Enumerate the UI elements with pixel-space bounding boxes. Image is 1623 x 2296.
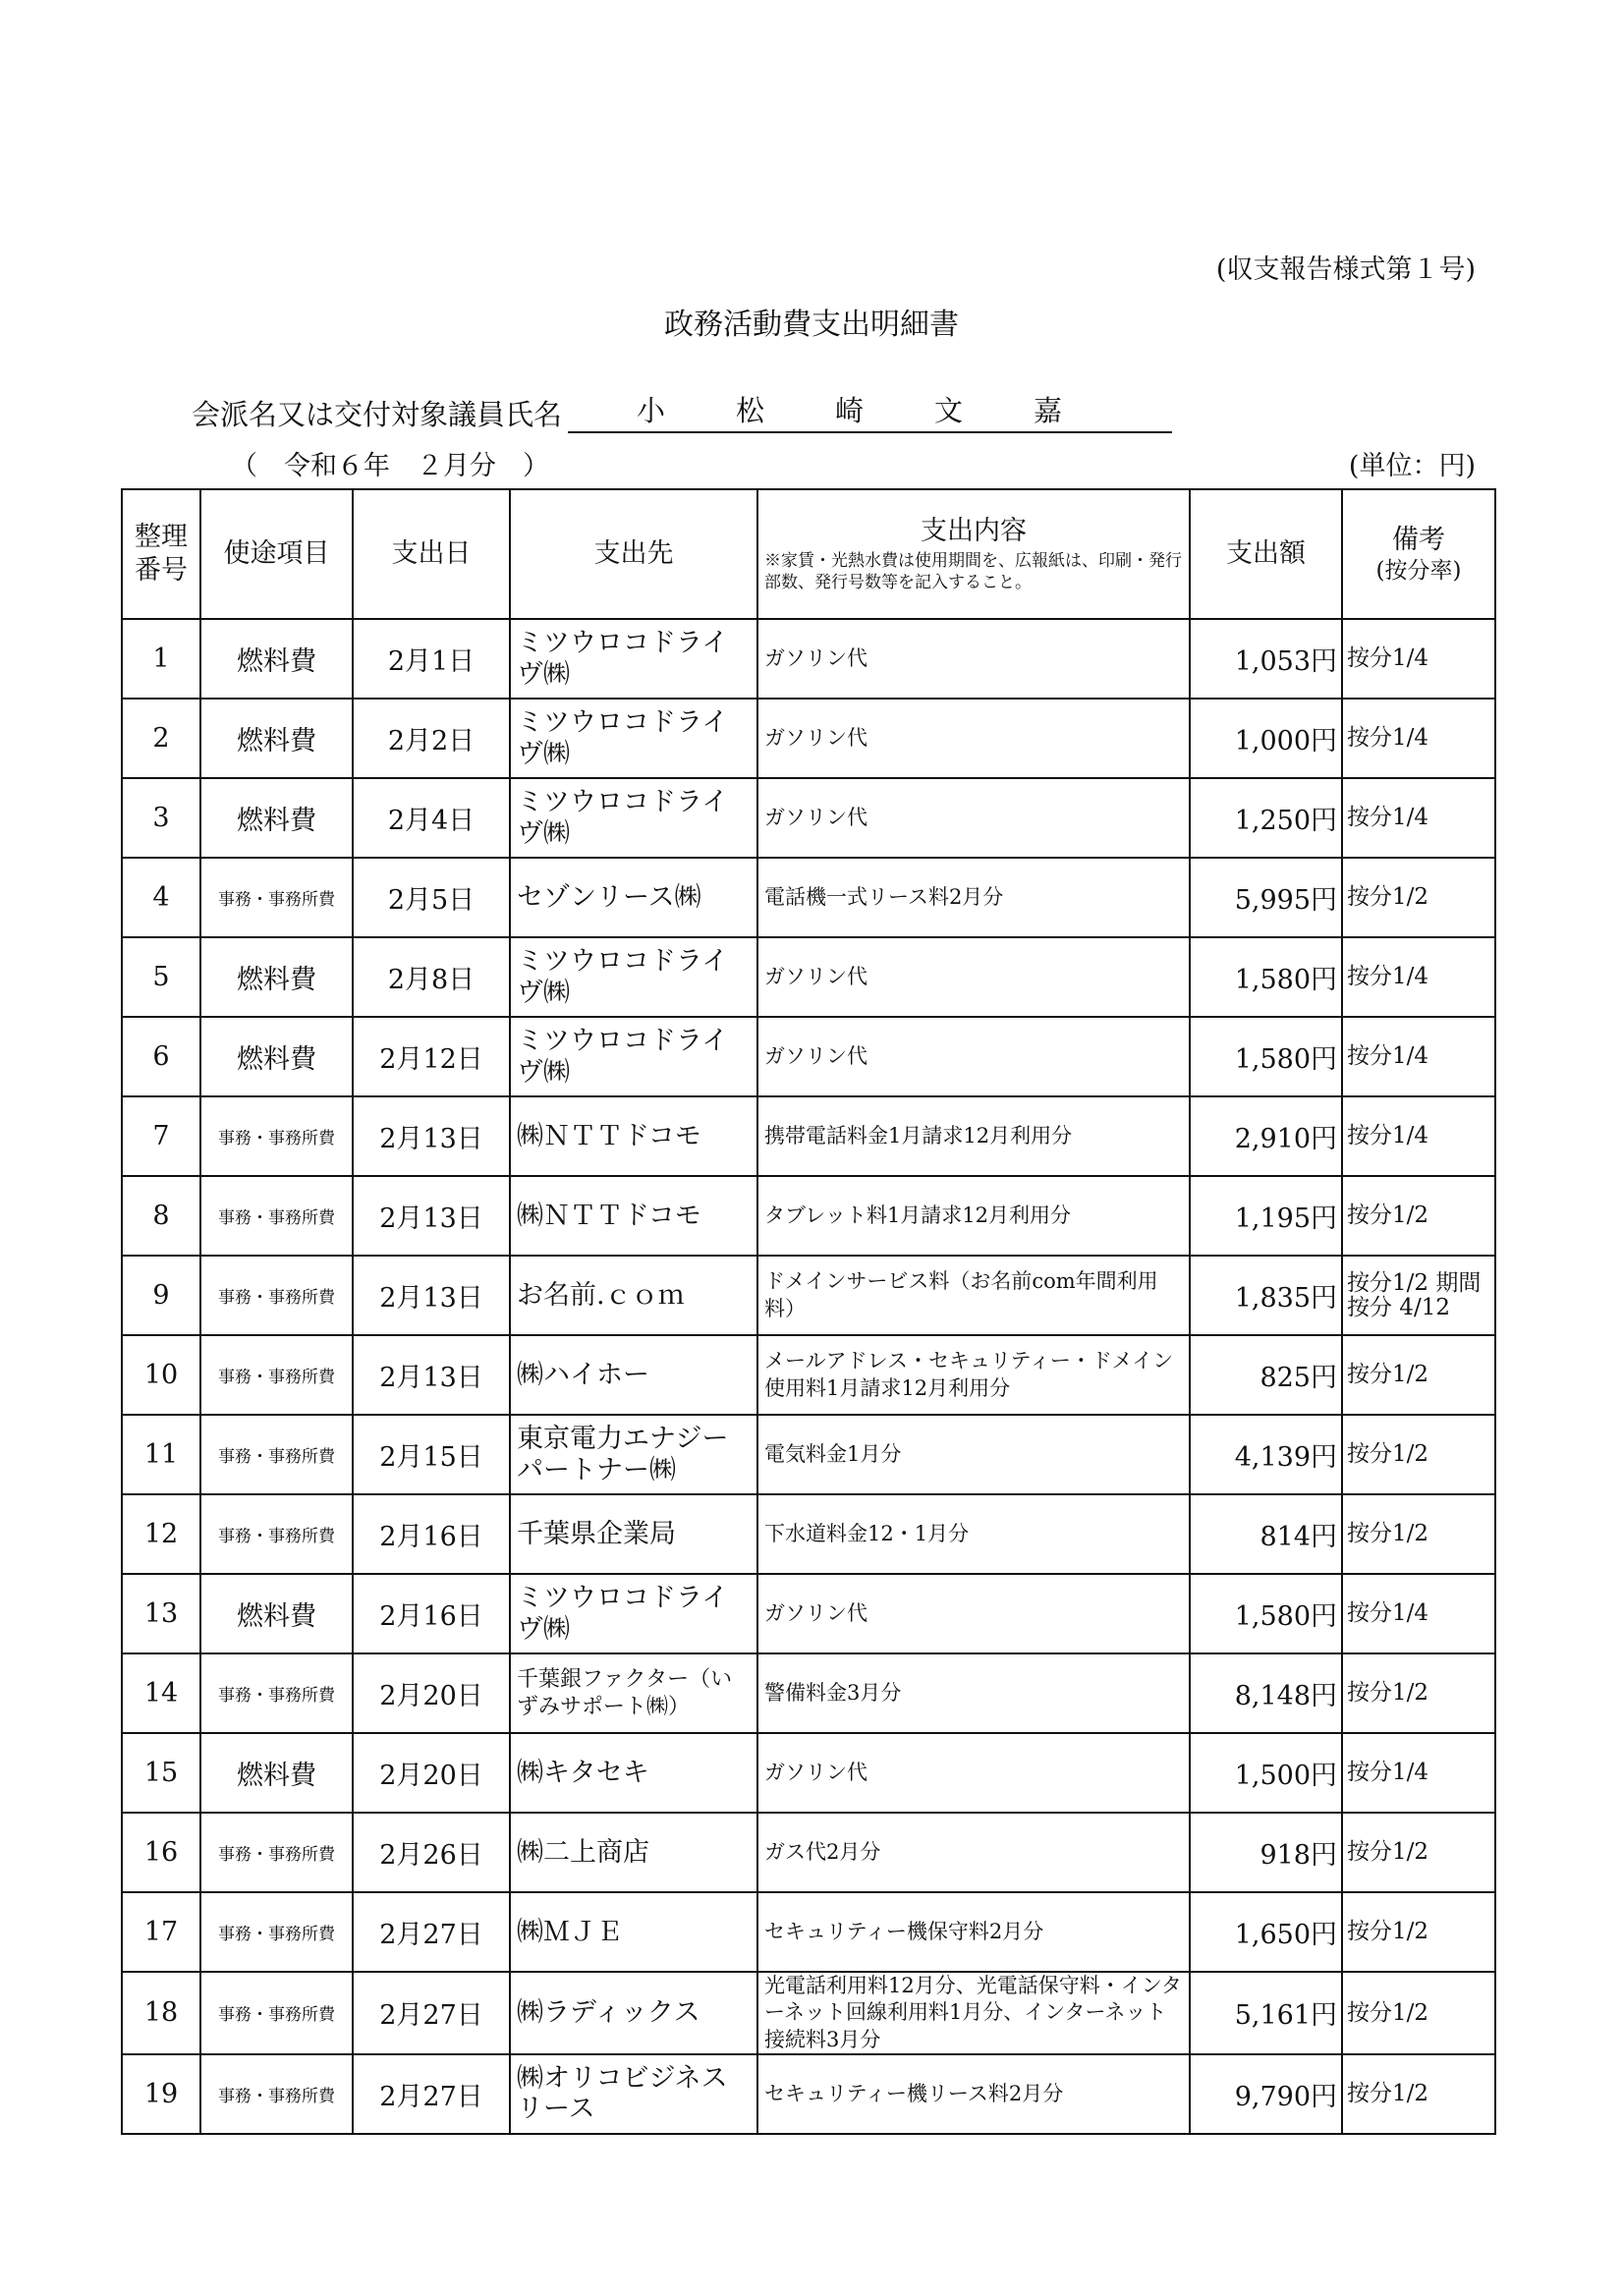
row-amount: 1,580円: [1190, 1574, 1342, 1653]
row-number: 11: [122, 1415, 200, 1494]
row-item: 事務・事務所費: [200, 858, 353, 937]
row-date: 2月26日: [353, 1813, 510, 1892]
row-remarks: 按分1/2: [1342, 2054, 1495, 2134]
row-description: 電気料金1月分: [757, 1415, 1190, 1494]
table-row: [122, 619, 1495, 699]
row-date: 2月20日: [353, 1653, 510, 1733]
row-item: 燃料費: [200, 1574, 353, 1653]
row-description: ガソリン代: [757, 1733, 1190, 1813]
row-date: 2月15日: [353, 1415, 510, 1494]
row-number: 17: [122, 1892, 200, 1972]
row-item: 事務・事務所費: [200, 1653, 353, 1733]
row-payee: ミツウロコドライヴ㈱: [510, 619, 757, 699]
reporting-period: （ 令和６年 ２月分 ）: [231, 451, 549, 481]
row-item: 事務・事務所費: [200, 1813, 353, 1892]
row-number: 5: [122, 937, 200, 1017]
header-row: [122, 489, 1495, 619]
header-remarks-title: 備考: [1392, 524, 1445, 555]
row-description: セキュリティー機保守料2月分: [757, 1892, 1190, 1972]
table-row: [122, 1574, 1495, 1653]
table-row: [122, 1892, 1495, 1972]
row-amount: 1,650円: [1190, 1892, 1342, 1972]
row-remarks: 按分1/4: [1342, 937, 1495, 1017]
table-row: [122, 937, 1495, 1017]
row-date: 2月13日: [353, 1335, 510, 1415]
row-item: 燃料費: [200, 778, 353, 858]
header-item: 使途項目: [200, 489, 353, 619]
row-payee: ㈱ＭＪＥ: [510, 1892, 757, 1972]
row-payee: ㈱ＮＴＴドコモ: [510, 1176, 757, 1256]
row-payee: ㈱ＮＴＴドコモ: [510, 1096, 757, 1176]
row-remarks: 按分1/2: [1342, 1813, 1495, 1892]
unit-label: (単位：円): [1348, 451, 1476, 481]
row-date: 2月4日: [353, 778, 510, 858]
row-remarks: 按分1/2: [1342, 1972, 1495, 2054]
table-row: [122, 1972, 1495, 2054]
row-item: 事務・事務所費: [200, 1176, 353, 1256]
row-description: ドメインサービス料（お名前com年間利用料）: [757, 1256, 1190, 1335]
row-description: ガソリン代: [757, 1017, 1190, 1096]
row-date: 2月16日: [353, 1494, 510, 1574]
row-date: 2月13日: [353, 1176, 510, 1256]
header-desc-title: 支出内容: [921, 516, 1027, 547]
table-row: [122, 858, 1495, 937]
row-number: 10: [122, 1335, 200, 1415]
row-date: 2月13日: [353, 1256, 510, 1335]
row-payee: 千葉県企業局: [510, 1494, 757, 1574]
table-row: [122, 1096, 1495, 1176]
row-amount: 1,053円: [1190, 619, 1342, 699]
table-row: [122, 1733, 1495, 1813]
row-amount: 1,500円: [1190, 1733, 1342, 1813]
row-number: 2: [122, 699, 200, 778]
row-payee: 東京電力エナジーパートナー㈱: [510, 1415, 757, 1494]
row-item: 事務・事務所費: [200, 1892, 353, 1972]
row-number: 8: [122, 1176, 200, 1256]
row-number: 7: [122, 1096, 200, 1176]
row-payee: ミツウロコドライヴ㈱: [510, 1574, 757, 1653]
row-number: 13: [122, 1574, 200, 1653]
row-number: 3: [122, 778, 200, 858]
row-item: 事務・事務所費: [200, 1256, 353, 1335]
row-payee: ㈱ハイホー: [510, 1335, 757, 1415]
row-remarks: 按分1/2: [1342, 1176, 1495, 1256]
row-date: 2月27日: [353, 1972, 510, 2054]
row-amount: 1,580円: [1190, 937, 1342, 1017]
row-amount: 1,195円: [1190, 1176, 1342, 1256]
row-number: 12: [122, 1494, 200, 1574]
document-title: 政務活動費支出明細書: [664, 308, 959, 342]
row-item: 事務・事務所費: [200, 1096, 353, 1176]
row-amount: 918円: [1190, 1813, 1342, 1892]
row-description: セキュリティー機リース料2月分: [757, 2054, 1190, 2134]
table-body: [122, 619, 1495, 2134]
row-description: 携帯電話料金1月請求12月利用分: [757, 1096, 1190, 1176]
row-description: 光電話利用料12月分、光電話保守料・インターネット回線利用料1月分、インターネット接続料3月分: [757, 1972, 1190, 2054]
row-description: ガソリン代: [757, 1574, 1190, 1653]
row-item: 燃料費: [200, 1733, 353, 1813]
row-remarks: 按分1/4: [1342, 778, 1495, 858]
row-amount: 2,910円: [1190, 1096, 1342, 1176]
table-row: [122, 1813, 1495, 1892]
header-no: 整理番号: [122, 489, 200, 619]
row-amount: 1,000円: [1190, 699, 1342, 778]
row-remarks: 按分1/2 期間按分 4/12: [1342, 1256, 1495, 1335]
row-payee: ミツウロコドライヴ㈱: [510, 937, 757, 1017]
member-label: 会派名又は交付対象議員氏名: [192, 398, 563, 431]
row-amount: 814円: [1190, 1494, 1342, 1574]
table-row: [122, 778, 1495, 858]
row-description: 警備料金3月分: [757, 1653, 1190, 1733]
row-number: 18: [122, 1972, 200, 2054]
row-remarks: 按分1/4: [1342, 1574, 1495, 1653]
row-date: 2月5日: [353, 858, 510, 937]
row-item: 事務・事務所費: [200, 1335, 353, 1415]
row-remarks: 按分1/4: [1342, 699, 1495, 778]
header-date: 支出日: [353, 489, 510, 619]
header-payee: 支出先: [510, 489, 757, 619]
row-date: 2月13日: [353, 1096, 510, 1176]
table-row: [122, 1256, 1495, 1335]
row-remarks: 按分1/2: [1342, 1335, 1495, 1415]
row-item: 事務・事務所費: [200, 1415, 353, 1494]
row-description: ガソリン代: [757, 699, 1190, 778]
row-number: 16: [122, 1813, 200, 1892]
row-remarks: 按分1/2: [1342, 1653, 1495, 1733]
row-amount: 1,580円: [1190, 1017, 1342, 1096]
row-item: 事務・事務所費: [200, 1972, 353, 2054]
row-payee: お名前.ｃｏｍ: [510, 1256, 757, 1335]
table-row: [122, 1176, 1495, 1256]
row-payee: ミツウロコドライヴ㈱: [510, 699, 757, 778]
row-amount: 825円: [1190, 1335, 1342, 1415]
row-date: 2月2日: [353, 699, 510, 778]
table-row: [122, 1494, 1495, 1574]
row-description: タブレット料1月請求12月利用分: [757, 1176, 1190, 1256]
table-row: [122, 1335, 1495, 1415]
row-payee: ㈱オリコビジネスリース: [510, 2054, 757, 2134]
row-number: 9: [122, 1256, 200, 1335]
row-description: 電話機一式リース料2月分: [757, 858, 1190, 937]
row-number: 19: [122, 2054, 200, 2134]
row-amount: 1,835円: [1190, 1256, 1342, 1335]
expense-table: [121, 488, 1496, 2135]
row-payee: ㈱キタセキ: [510, 1733, 757, 1813]
row-payee: ㈱ラディックス: [510, 1972, 757, 2054]
row-remarks: 按分1/4: [1342, 1096, 1495, 1176]
member-name: 小松崎文嘉: [568, 389, 1172, 433]
row-payee: ミツウロコドライヴ㈱: [510, 778, 757, 858]
row-amount: 8,148円: [1190, 1653, 1342, 1733]
header-remarks-sub: (按分率): [1375, 557, 1462, 584]
table-row: [122, 1017, 1495, 1096]
row-number: 1: [122, 619, 200, 699]
row-item: 燃料費: [200, 699, 353, 778]
row-remarks: 按分1/4: [1342, 1017, 1495, 1096]
row-remarks: 按分1/2: [1342, 1415, 1495, 1494]
row-description: 下水道料金12・1月分: [757, 1494, 1190, 1574]
table-row: [122, 699, 1495, 778]
row-number: 6: [122, 1017, 200, 1096]
row-date: 2月12日: [353, 1017, 510, 1096]
row-item: 燃料費: [200, 619, 353, 699]
row-number: 14: [122, 1653, 200, 1733]
row-description: ガス代2月分: [757, 1813, 1190, 1892]
row-item: 事務・事務所費: [200, 1494, 353, 1574]
row-description: ガソリン代: [757, 619, 1190, 699]
row-date: 2月1日: [353, 619, 510, 699]
table-row: [122, 1415, 1495, 1494]
table-row: [122, 1653, 1495, 1733]
header-desc-note: ※家賃・光熱水費は使用期間を、広報紙は、印刷・発行部数、発行号数等を記入すること。: [764, 550, 1182, 592]
row-amount: 4,139円: [1190, 1415, 1342, 1494]
header-remarks: [1342, 489, 1495, 619]
row-remarks: 按分1/4: [1342, 619, 1495, 699]
row-description: メールアドレス・セキュリティー・ドメイン使用料1月請求12月利用分: [757, 1335, 1190, 1415]
row-payee: 千葉銀ファクター（いずみサポート㈱）: [510, 1653, 757, 1733]
row-number: 15: [122, 1733, 200, 1813]
row-date: 2月27日: [353, 2054, 510, 2134]
row-amount: 5,995円: [1190, 858, 1342, 937]
row-item: 燃料費: [200, 937, 353, 1017]
row-description: ガソリン代: [757, 937, 1190, 1017]
row-payee: ミツウロコドライヴ㈱: [510, 1017, 757, 1096]
row-amount: 1,250円: [1190, 778, 1342, 858]
row-description: ガソリン代: [757, 778, 1190, 858]
row-remarks: 按分1/2: [1342, 858, 1495, 937]
member-line: [192, 389, 1172, 433]
row-date: 2月20日: [353, 1733, 510, 1813]
row-remarks: 按分1/4: [1342, 1733, 1495, 1813]
header-amount: 支出額: [1190, 489, 1342, 619]
row-date: 2月16日: [353, 1574, 510, 1653]
row-payee: セゾンリース㈱: [510, 858, 757, 937]
row-item: 事務・事務所費: [200, 2054, 353, 2134]
row-amount: 5,161円: [1190, 1972, 1342, 2054]
header-desc: [757, 489, 1190, 619]
form-number: (収支報告様式第１号): [1215, 254, 1476, 285]
row-amount: 9,790円: [1190, 2054, 1342, 2134]
row-date: 2月8日: [353, 937, 510, 1017]
row-number: 4: [122, 858, 200, 937]
table-row: [122, 2054, 1495, 2134]
row-date: 2月27日: [353, 1892, 510, 1972]
row-payee: ㈱二上商店: [510, 1813, 757, 1892]
row-remarks: 按分1/2: [1342, 1892, 1495, 1972]
row-remarks: 按分1/2: [1342, 1494, 1495, 1574]
row-item: 燃料費: [200, 1017, 353, 1096]
